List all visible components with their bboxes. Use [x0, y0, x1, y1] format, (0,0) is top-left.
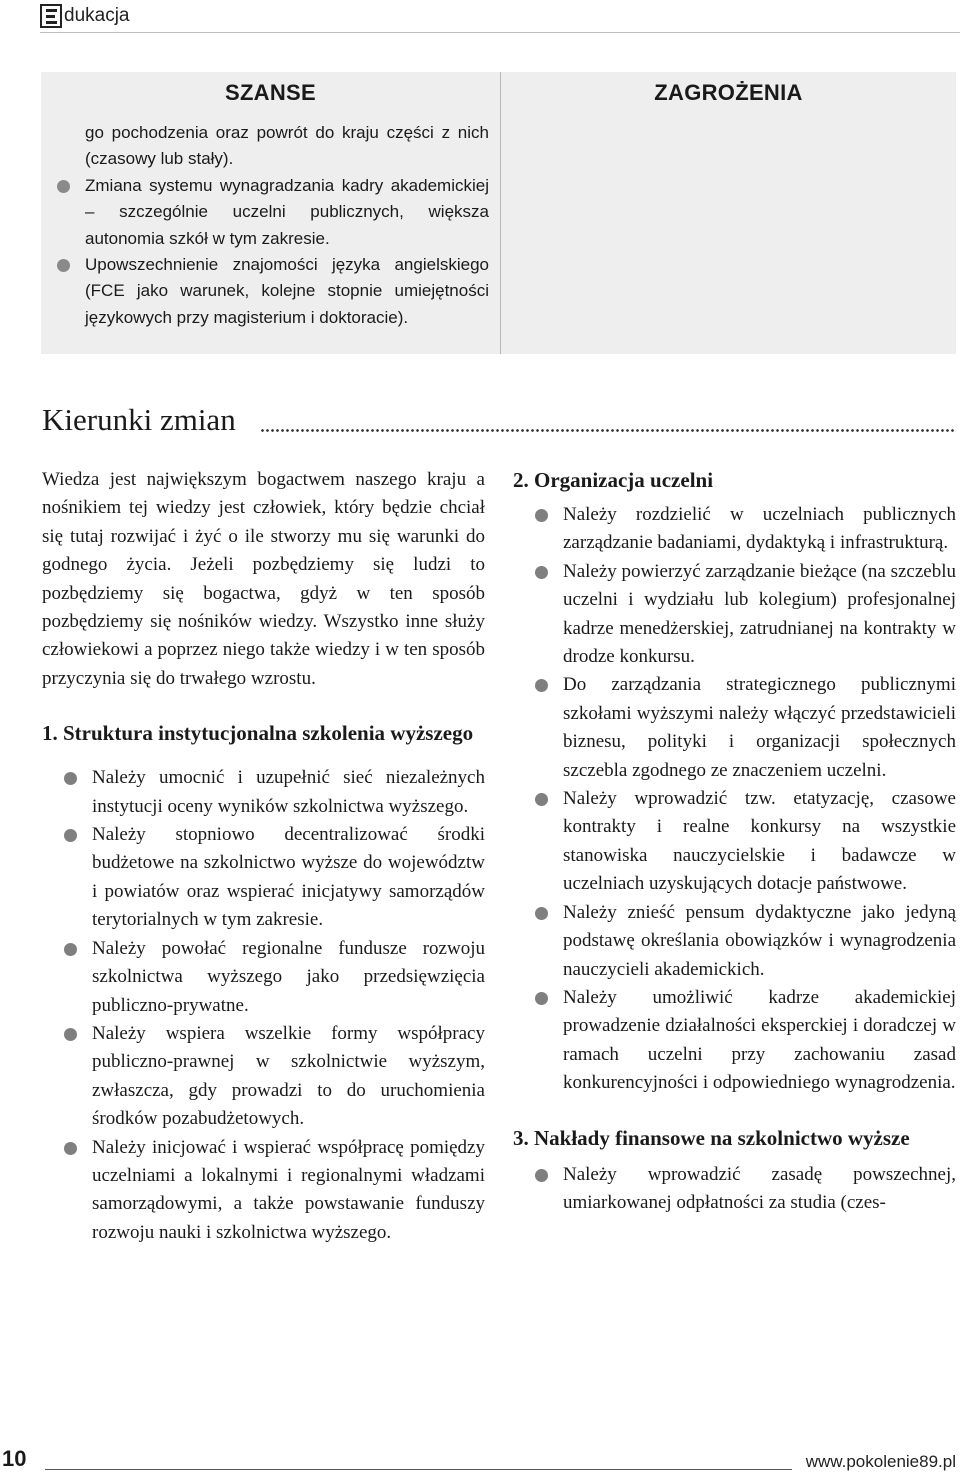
- list-item-text: Należy powołać regionalne fundusze rozwoju szkolnictwa wyższego jako przedsięwzięcia publiczno-prywatne.: [92, 937, 485, 1016]
- list-item-text: Należy umożliwić kadrze akademickiej prowadzenie działalności eksperckiej i doradczej w ramach uczelni przy zachowaniu zasad konkurencyjności i odpowiedniego wynagrodzenia.: [563, 986, 956, 1094]
- header-divider: [40, 32, 960, 33]
- heading-naklady: 3. Nakłady finansowe na szkolnictwo wyższe: [513, 1125, 910, 1150]
- logo-e-icon: [40, 4, 62, 28]
- swot-heading-szanse: SZANSE: [224, 80, 317, 105]
- list-item: [513, 558, 956, 672]
- bullet-icon: [535, 907, 548, 920]
- swot-divider: [500, 72, 501, 354]
- bullet-icon: [535, 509, 548, 522]
- bullet-icon: [535, 992, 548, 1005]
- right-column: [513, 466, 956, 1217]
- list-item: [513, 899, 956, 984]
- intro-paragraph: Wiedza jest największym bogactwem naszego kraju a nośnikiem tej wiedzy jest człowiek, który będzie chciał się tutaj rozwijać i żyć o ile stworzy mu się warunki do godnego życia. Jeżeli pozbędziemy się ludzi to pozbędziemy się bogactwa, gdyż w ten sposób pozbędziemy się nośników wiedzy. Wszystko inne służy człowiekowi a poprzez niego także wiedzy i w ten sposób przyczynia się do trwałego wzrostu.: [42, 469, 485, 689]
- list-item-text: Należy rozdzielić w uczelniach publicznych zarządzanie badaniami, dydaktyką i infrastrukturą.: [563, 504, 956, 554]
- bullet-icon: [57, 180, 70, 193]
- list-item: [42, 821, 485, 935]
- left-column: [42, 466, 485, 1247]
- page-number: 10: [2, 1446, 27, 1471]
- header: [40, 2, 130, 30]
- list-item-text: Należy znieść pensum dydaktyczne jako jedyną podstawę określania obowiązków i wynagrodzenia nauczycieli akademickich.: [563, 901, 956, 980]
- bullet-icon: [64, 943, 77, 956]
- dotted-leader: [260, 428, 954, 434]
- list-item: [513, 785, 956, 899]
- list-item-text: Należy wprowadzić zasadę powszechnej, umiarkowanej odpłatności za studia (czes-: [563, 1163, 956, 1213]
- list-item-text: Należy umocnić i uzupełnić sieć niezależnych instytucji oceny wyników szkolnictwa wyższego.: [92, 767, 485, 817]
- list-item-text: Do zarządzania strategicznego publicznymi szkołami wyższymi należy włączyć przedstawicieli biznesu, polityki i organizacji społecznych szczebla zgodnego ze znaczeniem uczelni.: [563, 674, 956, 781]
- swot-box: [41, 72, 956, 354]
- heading-struktura: 1. Struktura instytucjonalna szkolenia wyższego: [42, 721, 474, 746]
- swot-heading-zagrozenia: ZAGROŻENIA: [654, 80, 803, 105]
- list-item-text: Należy powierzyć zarządzanie bieżące (na szczeblu uczelni i wydziału lub kolegium) profesjonalnej kadrze menedżerskiej, zatrudnianej na kontrakty w drodze konkursu.: [563, 560, 956, 668]
- header-title: dukacja: [64, 5, 130, 26]
- bullet-icon: [64, 1028, 77, 1041]
- list-item: [42, 935, 485, 1020]
- list-item-text: Należy wprowadzić tzw. etatyzację, czasowe kontrakty i realne konkursy na wszystkie stanowiska nauczycielskie i badawcze w uczelniach uzyskujących dotacje państwowe.: [563, 788, 956, 895]
- list-item-text: Należy stopniowo decentralizować środki budżetowe na szkolnictwo wyższe do województw i powiatów oraz wspierać inicjatywy samorządów terytorialnych w tym zakresie.: [92, 824, 485, 931]
- bullet-icon: [535, 566, 548, 579]
- bullet-icon: [535, 1169, 548, 1182]
- footer-url: www.pokolenie89.pl: [805, 1452, 956, 1471]
- list-item: [513, 501, 956, 558]
- swot-left-panel: [41, 72, 500, 354]
- list-item: [513, 984, 956, 1098]
- bullet-icon: [535, 679, 548, 692]
- heading-organizacja: 2. Organizacja uczelni: [513, 468, 714, 492]
- bullet-icon: [64, 1142, 77, 1155]
- bullet-icon: [64, 829, 77, 842]
- list-item: [85, 252, 489, 331]
- list-item-text: Upowszechnienie znajomości języka angielskiego (FCE jako warunek, kolejne stopnie umiejętności językowych przy magisterium i doktoracie).: [85, 255, 489, 327]
- footer-rule: [45, 1469, 792, 1470]
- section-title: Kierunki zmian: [42, 402, 236, 437]
- list-item: [513, 671, 956, 785]
- list-item-text: Należy wspiera wszelkie formy współpracy publiczno-prawnej w szkolnictwie wyższym, zwłaszcza, gdy prowadzi to do uruchomienia środków pozabudżetowych.: [92, 1022, 485, 1130]
- bullet-icon: [64, 772, 77, 785]
- list-item-text: Zmiana systemu wynagradzania kadry akademickiej – szczególnie uczelni publicznych, większa autonomia szkół w tym zakresie.: [85, 175, 489, 248]
- list-item-text: Należy inicjować i wspierać współpracę pomiędzy uczelniami a lokalnymi i regionalnymi władzami samorządowymi, a także powstawanie funduszy rozwoju nauki i szkolnictwa wyższego.: [92, 1136, 485, 1243]
- bullet-icon: [57, 259, 70, 272]
- list-item: [42, 1020, 485, 1134]
- swot-body: [85, 120, 489, 331]
- swot-continuation: go pochodzenia oraz powrót do kraju części z nich (czasowy lub stały).: [85, 123, 489, 169]
- list-item: [513, 1161, 956, 1218]
- list-item: [42, 764, 485, 821]
- bullet-icon: [535, 793, 548, 806]
- list-item: [42, 1134, 485, 1248]
- list-item: [85, 173, 489, 252]
